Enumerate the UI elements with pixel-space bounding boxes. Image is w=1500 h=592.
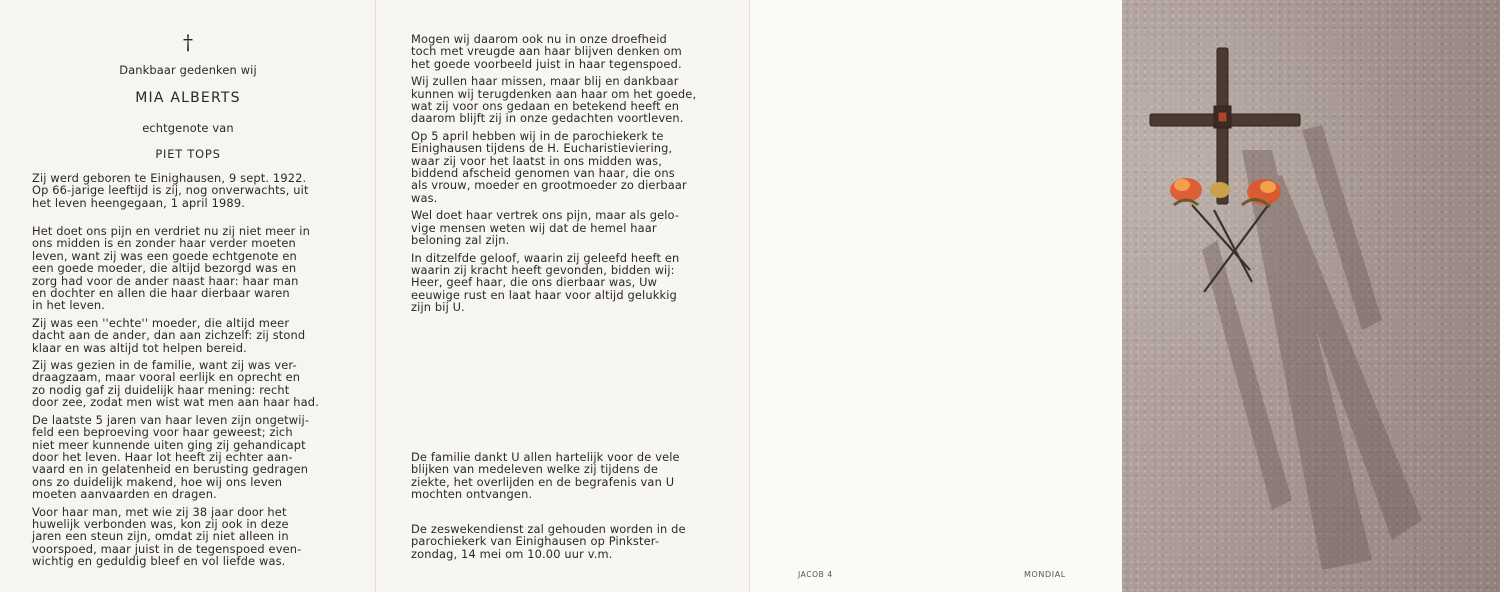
text-line: blijken van medeleven welke zij tijdens de <box>411 462 659 477</box>
text-line: daarom blijft zij in onze gedachten voortleven. <box>411 111 684 126</box>
text-line: waarin zij kracht heeft gevonden, bidden wij: <box>411 262 675 277</box>
birth-info <box>32 172 337 209</box>
text-line: Op 5 april hebben wij in de parochiekerk te <box>411 128 664 143</box>
text-line: vaard en in gelatenheid en berusting gedragen <box>32 462 309 477</box>
text-line: in het leven. <box>32 298 106 313</box>
thanks-note <box>411 451 716 501</box>
paragraph <box>411 130 716 204</box>
text-line: ons midden is en zonder haar verder moeten <box>32 236 296 251</box>
left-body <box>32 225 337 573</box>
text-line: wichtig en geduldig bleef en vol liefde was. <box>32 554 286 569</box>
text-line: als vrouw, moeder en grootmoeder zo dierbaar <box>411 178 687 193</box>
text-line: het leven heengegaan, 1 april 1989. <box>32 195 245 210</box>
text-line: huwelijk verbonden was, kon zij ook in deze <box>32 516 289 531</box>
cross-symbol: † <box>183 30 193 54</box>
text-line: door zee, zodat men wist wat men aan haar had. <box>32 395 319 410</box>
text-line: beloning zal zijn. <box>411 233 510 248</box>
crucifix-illustration <box>1122 0 1500 592</box>
text-line: een goede moeder, die altijd bezorgd was en <box>32 261 297 276</box>
text-line: De familie dankt U allen hartelijk voor de vele <box>411 450 680 464</box>
text-line: Heer, geef haar, die ons dierbaar was, Uw <box>411 275 658 290</box>
paragraph <box>32 317 337 354</box>
text-line: was. <box>411 190 438 205</box>
text-line: waar zij voor het laatst in ons midden was, <box>411 153 663 168</box>
text-line: het goede voorbeeld juist in haar tegenspoed. <box>411 56 682 71</box>
paragraph <box>32 359 337 409</box>
text-line: Mogen wij daarom ook nu in onze droefheid <box>411 32 667 46</box>
cross-shadow <box>1202 125 1422 570</box>
text-line: feld een beproeving voor haar geweest; zich <box>32 425 293 440</box>
text-line: jaren een steun zijn, omdat zij niet alleen in <box>32 529 289 544</box>
text-line: In ditzelfde geloof, waarin zij geleefd heeft en <box>411 250 680 265</box>
crucifix-photo <box>1122 0 1500 592</box>
paragraph <box>411 75 716 125</box>
text-line: biddend afscheid genomen van haar, die ons <box>411 166 675 181</box>
publisher-mark: MONDIAL <box>1024 570 1066 579</box>
text-line: Zij was een ''echte'' moeder, die altijd meer <box>32 315 290 330</box>
text-line: wat zij voor ons gedaan en betekend heeft en <box>411 99 680 114</box>
paragraph <box>32 506 337 568</box>
text-line: parochiekerk van Einighausen op Pinkster- <box>411 534 660 549</box>
text-line: door het leven. Haar lot heeft zij echter aan- <box>32 449 293 464</box>
text-line: toch met vreugde aan haar blijven denken om <box>411 44 682 59</box>
text-line: Voor haar man, met wie zij 38 jaar door het <box>32 504 287 519</box>
paragraph <box>32 414 337 501</box>
text-line: De zeswekendienst zal gehouden worden in de <box>411 522 686 536</box>
text-line: dacht aan de ander, dan aan zichzelf: zij stond <box>32 328 306 343</box>
text-line: kunnen wij terugdenken aan haar om het goede, <box>411 86 697 101</box>
text-line: zondag, 14 mei om 10.00 uur v.m. <box>411 546 613 561</box>
text-line: ons zo duidelijk makend, hoe wij ons leven <box>32 474 283 489</box>
text-line: draagzaam, maar vooral eerlijk en oprecht en <box>32 370 301 385</box>
text-line: zorg had voor de ander naast haar: haar man <box>32 273 299 288</box>
text-line: klaar en was altijd tot helpen bereid. <box>32 340 247 355</box>
paragraph <box>411 33 716 70</box>
text-line: voorspoed, maar juist in de tegenspoed even- <box>32 541 302 556</box>
deceased-name: MIA ALBERTS <box>135 90 241 106</box>
card-panel-blank <box>750 0 1122 592</box>
paragraph <box>32 225 337 312</box>
text-line: Het doet ons pijn en verdriet nu zij niet meer in <box>32 224 310 238</box>
text-line: zo nodig gaf zij duidelijk haar mening: recht <box>32 382 290 397</box>
text-line: en dochter en allen die haar dierbaar waren <box>32 286 290 301</box>
text-line: mochten ontvangen. <box>411 487 533 502</box>
spouse-name: PIET TOPS <box>155 147 221 161</box>
right-body <box>411 33 716 319</box>
text-line: zijn bij U. <box>411 300 465 315</box>
paragraph <box>411 252 716 314</box>
text-line: Zij werd geboren te Einighausen, 9 sept. 1922. <box>32 171 307 185</box>
text-line: Wij zullen haar missen, maar blij en dankbaar <box>411 74 679 89</box>
service-note <box>411 523 716 560</box>
text-line: moeten aanvaarden en dragen. <box>32 487 217 502</box>
intro-line: Dankbaar gedenken wij <box>119 63 257 77</box>
text-line: Einighausen tijdens de H. Eucharistieviering, <box>411 141 673 156</box>
text-line: vige mensen weten wij dat de hemel haar <box>411 220 657 235</box>
relation-line: echtgenote van <box>142 121 234 135</box>
text-line: leven, want zij was een goede echtgenote en <box>32 248 297 263</box>
text-line: Op 66-jarige leeftijd is zij, nog onverwachts, uit <box>32 183 309 198</box>
text-line: De laatste 5 jaren van haar leven zijn ongetwij- <box>32 412 310 427</box>
card-panel-left <box>0 0 376 592</box>
text-line: ziekte, het overlijden en de begrafenis van U <box>411 474 675 489</box>
card-panel-middle <box>376 0 750 592</box>
text-line: eeuwige rust en laat haar voor altijd gelukkig <box>411 287 677 302</box>
text-line: Wel doet haar vertrek ons pijn, maar als gelo- <box>411 208 680 223</box>
text-line: Zij was gezien in de familie, want zij was ver- <box>32 358 297 373</box>
text-line: niet meer kunnende uiten ging zij gehandicapt <box>32 437 306 452</box>
printer-code: JACOB 4 <box>798 570 833 579</box>
paragraph <box>411 209 716 246</box>
